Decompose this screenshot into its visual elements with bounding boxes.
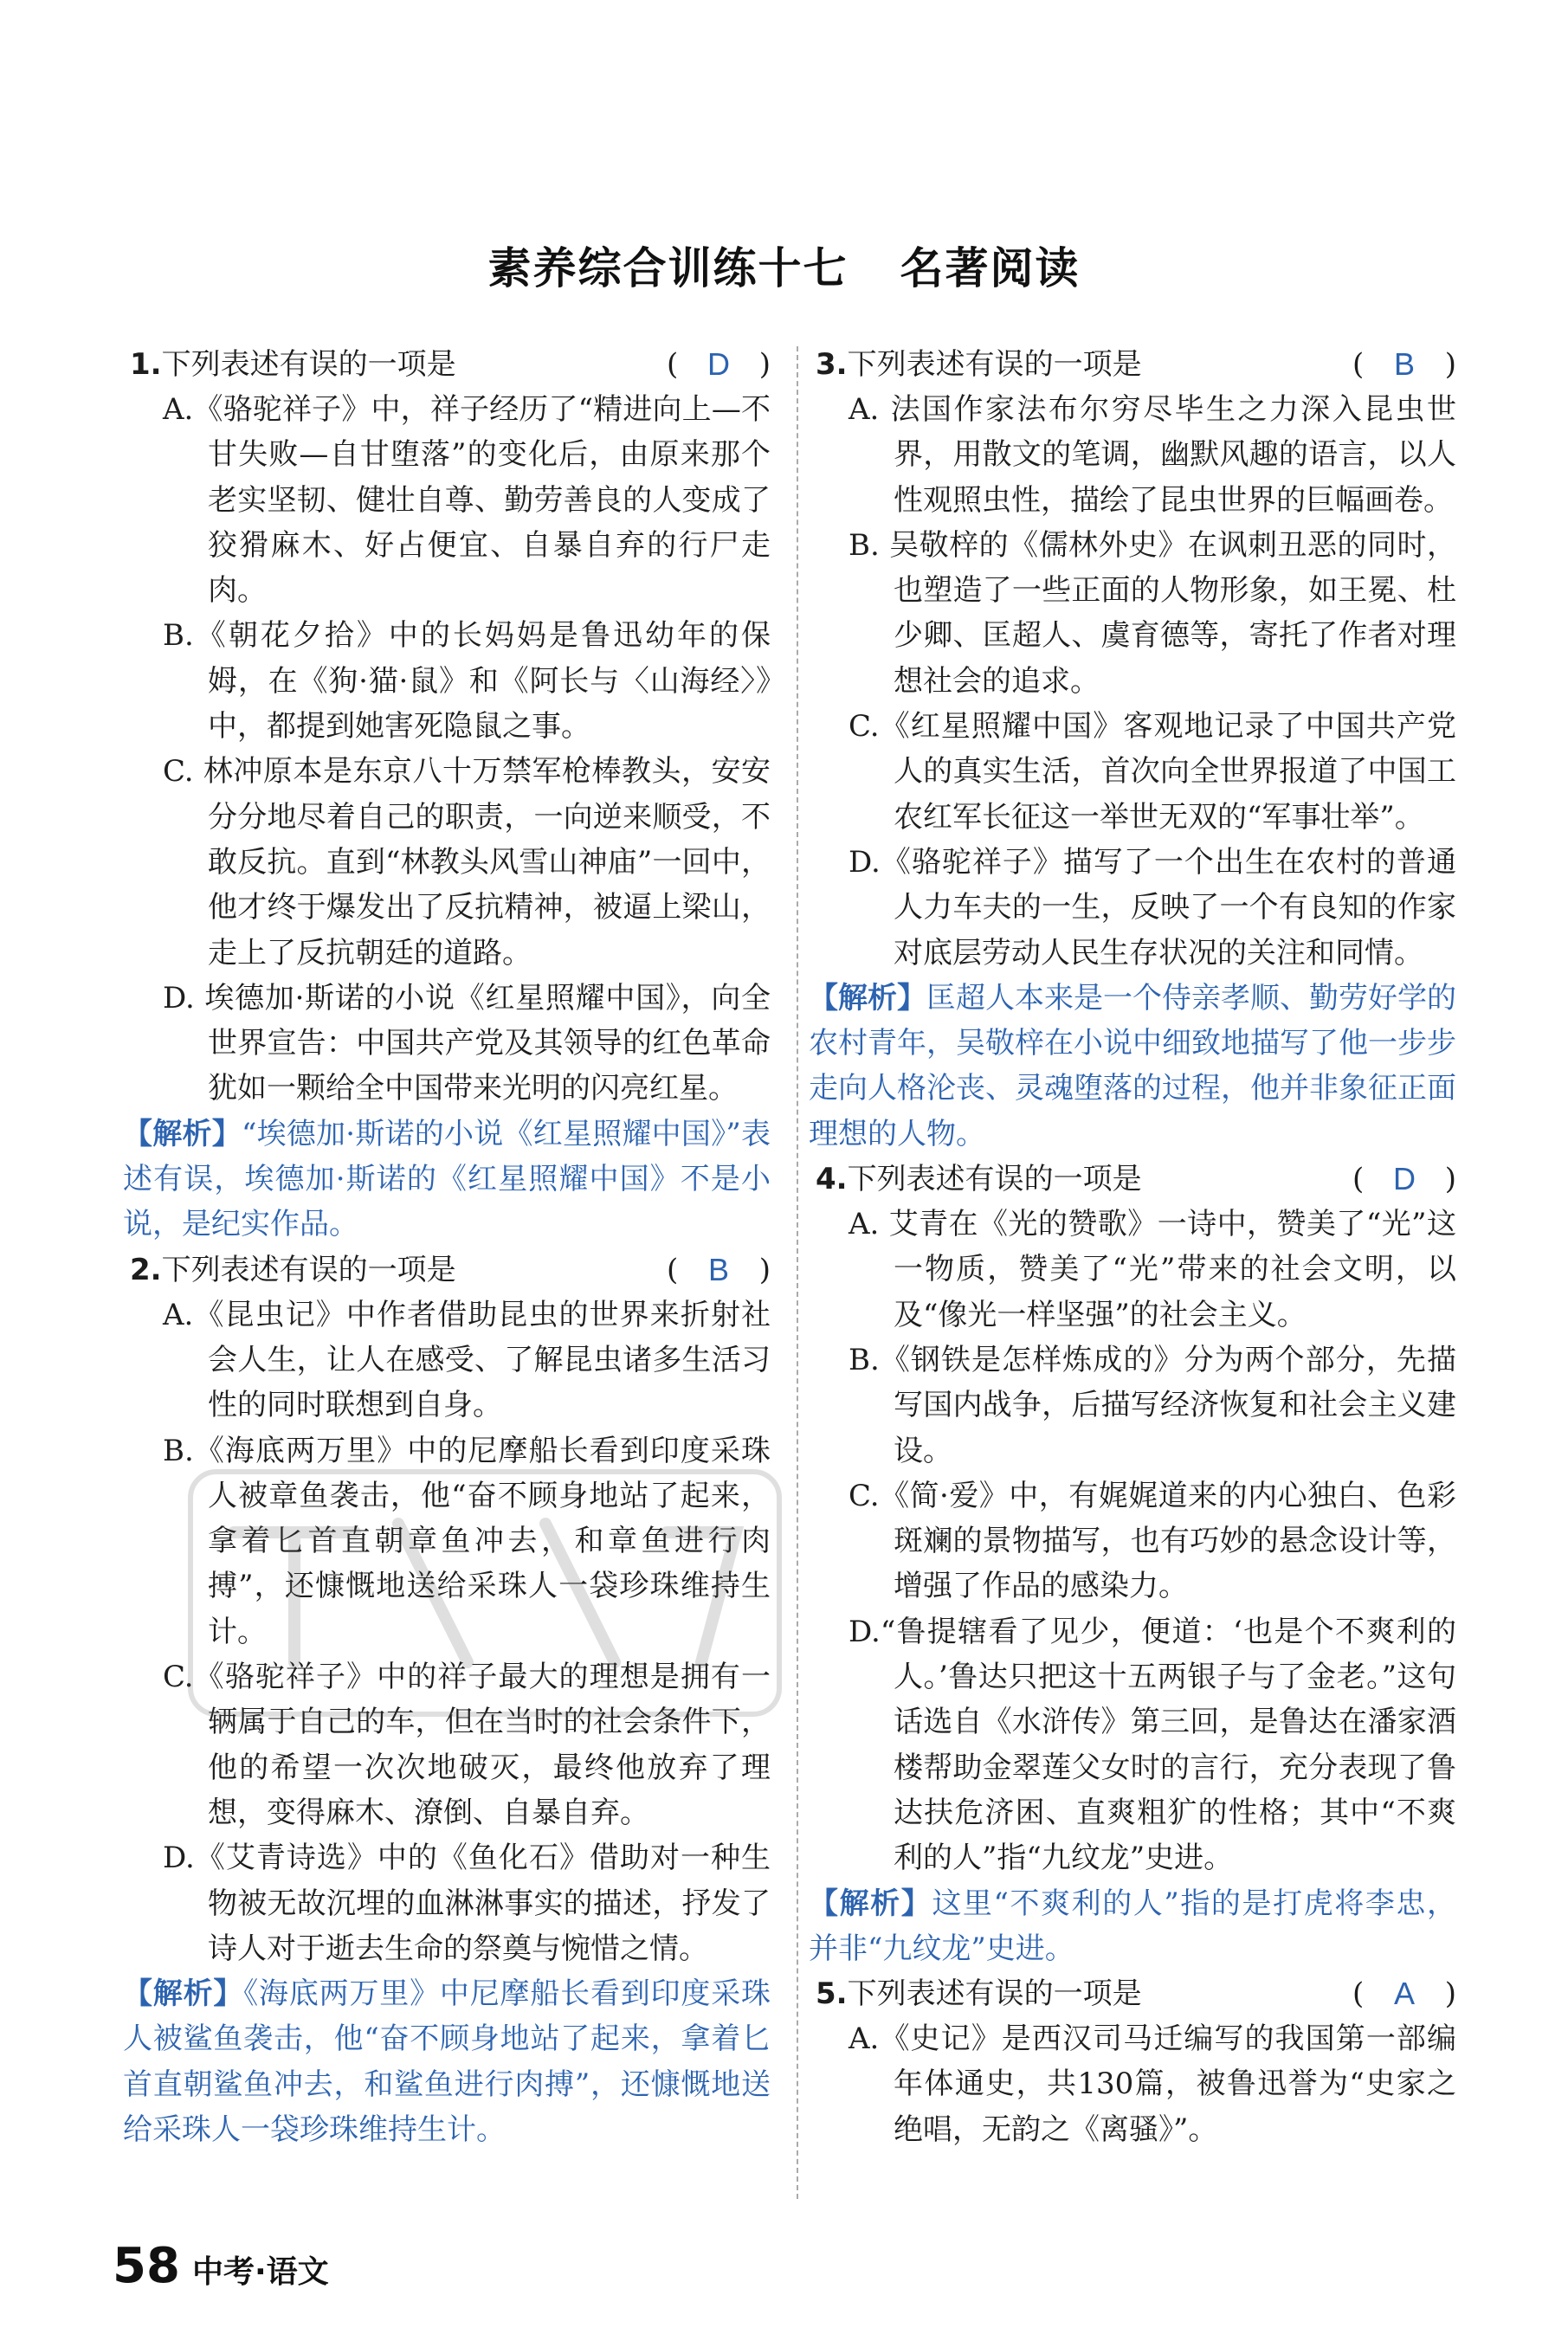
paren-open: ( (1352, 1162, 1365, 1197)
option-a: A.《骆驼祥子》中，祥子经历了“精进向上—不甘失败—自甘堕落”的变化后，由原来那个老实坚韧、健壮自尊、勤劳善良的人变成了狡猾麻木、好占便宜、自暴自弃的行尸走肉。 (163, 392, 771, 609)
answer-letter: D (707, 346, 730, 382)
explanation-tag: 【解析】 (809, 1886, 932, 1921)
question-stem (816, 342, 1456, 387)
explanation (809, 976, 1456, 1157)
answer-bracket (1352, 1971, 1456, 2016)
question-text: 下列表述有误的一项是 (847, 347, 1142, 382)
explanation (123, 1971, 771, 2152)
question-number: 4. (816, 1162, 848, 1197)
title-main: 素养综合训练十七 (487, 243, 849, 293)
paren-open: ( (667, 347, 679, 382)
question-4 (809, 1157, 1457, 1971)
question-number: 5. (816, 1976, 848, 2012)
question-2 (123, 1248, 771, 2153)
answer-bracket (667, 342, 771, 387)
paren-close: ) (758, 347, 771, 382)
explanation-tag: 【解析】 (123, 1976, 244, 2012)
question-stem (816, 1157, 1456, 1202)
explanation-text: 《海底两万里》中尼摩船长看到印度采珠人被鲨鱼袭击，他“奋不顾身地站了起来，拿着匕首直朝鲨鱼冲去，和鲨鱼进行肉搏”，还慷慨地送给采珠人一袋珍珠维持生计。 (123, 1976, 771, 2147)
question-text: 下列表述有误的一项是 (847, 1162, 1142, 1197)
explanation (123, 1112, 771, 1248)
option-d: D.“鲁提辖看了见少，便道：‘也是个不爽利的人。’鲁达只把这十五两银子与了金老。”这句话选自《水浒传》第三回，是鲁达在潘家酒楼帮助金翠莲父女时的言行，充分表现了鲁达扶危济困、直爽粗犷的性格；其中“不爽利的人”指“九纹龙”史进。 (849, 1614, 1456, 1876)
option-d: D.《艾青诗选》中的《鱼化石》借助对一种生物被无故沉埋的血淋淋事实的描述，抒发了诗人对于逝去生命的祭奠与惋惜之情。 (163, 1841, 771, 1966)
answer-bracket (1352, 342, 1456, 387)
explanation-text: 匡超人本来是一个侍亲孝顺、勤劳好学的农村青年，吴敬梓在小说中细致地描写了他一步步走向人格沦丧、灵魂堕落的过程，他并非象征正面理想的人物。 (809, 980, 1456, 1151)
explanation-tag: 【解析】 (809, 980, 926, 1016)
page-number: 58 (113, 2238, 180, 2294)
paren-open: ( (1352, 1976, 1365, 2012)
answer-letter: A (1393, 1976, 1415, 2012)
option-c: C.《简·爱》中，有娓娓道来的内心独白、色彩斑斓的景物描写，也有巧妙的悬念设计等，增强了作品的感染力。 (849, 1478, 1456, 1604)
question-5 (816, 1971, 1456, 2152)
paren-close: ) (1444, 1976, 1456, 2012)
question-number: 3. (816, 347, 848, 382)
page-title (0, 234, 1568, 296)
explanation-text: 这里“不爽利的人”指的是打虎将李忠，并非“九纹龙”史进。 (809, 1886, 1457, 1966)
answer-bracket (1352, 1157, 1456, 1202)
paren-close: ) (1444, 347, 1456, 382)
explanation-tag: 【解析】 (123, 1116, 242, 1151)
question-text: 下列表述有误的一项是 (847, 1976, 1142, 2012)
explanation (809, 1881, 1456, 1972)
option-a: A.《史记》是西汉司马迁编写的我国第一部编年体通史，共130篇，被鲁迅誉为“史家之绝唱，无韵之《离骚》”。 (849, 2021, 1456, 2147)
question-stem (130, 1248, 771, 1293)
book-subject: 中考·语文 (191, 2254, 329, 2290)
answer-letter: D (1393, 1161, 1416, 1197)
option-c: C.《骆驼祥子》中的祥子最大的理想是拥有一辆属于自己的车，但在当时的社会条件下，他的希望一次次地破灭，最终他放弃了理想，变得麻木、潦倒、自暴自弃。 (163, 1660, 771, 1830)
option-b: B.《海底两万里》中的尼摩船长看到印度采珠人被章鱼袭击，他“奋不顾身地站了起来，拿着匕首直朝章鱼冲去，和章鱼进行肉搏”，还慷慨地送给采珠人一袋珍珠维持生计。 (163, 1433, 771, 1649)
paren-open: ( (1352, 347, 1365, 382)
answer-letter: B (707, 1251, 729, 1287)
question-number: 2. (130, 1252, 162, 1287)
explanation-text: “埃德加·斯诺的小说《红星照耀中国》”表述有误，埃德加·斯诺的《红星照耀中国》不是小说，是纪实作品。 (123, 1116, 771, 1242)
option-a: A.《昆虫记》中作者借助昆虫的世界来折射社会人生，让人在感受、了解昆虫诸多生活习性的同时联想到自身。 (163, 1297, 771, 1423)
question-1 (123, 342, 771, 1248)
page-footer (113, 2238, 329, 2294)
answer-bracket (667, 1248, 771, 1293)
option-d: D.《骆驼祥子》描写了一个出生在农村的普通人力车夫的一生，反映了一个有良知的作家对底层劳动人民生存状况的关注和同情。 (849, 844, 1456, 970)
right-column (809, 342, 1457, 2152)
option-a: A. 法国作家法布尔穷尽毕生之力深入昆虫世界，用散文的笔调，幽默风趣的语言，以人性观照虫性，描绘了昆虫世界的巨幅画卷。 (849, 392, 1456, 518)
question-text: 下列表述有误的一项是 (161, 1252, 456, 1287)
question-stem (130, 342, 771, 387)
answer-letter: B (1393, 346, 1415, 382)
option-c: C.《红星照耀中国》客观地记录了中国共产党人的真实生活，首次向全世界报道了中国工农红军长征这一举世无双的“军事壮举”。 (849, 709, 1456, 835)
question-number: 1. (130, 347, 162, 382)
paren-close: ) (1444, 1162, 1456, 1197)
paren-close: ) (758, 1252, 771, 1287)
question-text: 下列表述有误的一项是 (161, 347, 456, 382)
question-3 (809, 342, 1456, 1157)
paren-open: ( (667, 1252, 679, 1287)
option-d: D. 埃德加·斯诺的小说《红星照耀中国》，向全世界宣告：中国共产党及其领导的红色革命犹如一颗给全中国带来光明的闪亮红星。 (163, 980, 771, 1106)
option-b: B.《钢铁是怎样炼成的》分为两个部分，先描写国内战争，后描写经济恢复和社会主义建设。 (849, 1342, 1456, 1468)
option-c: C. 林冲原本是东京八十万禁军枪棒教头，安安分分地尽着自己的职责，一向逆来顺受，不敢反抗。直到“林教头风雪山神庙”一回中，他才终于爆发出了反抗精神，被逼上梁山，走上了反抗朝廷的道路。 (163, 754, 771, 970)
option-b: B.《朝花夕拾》中的长妈妈是鲁迅幼年的保姆，在《狗·猫·鼠》和《阿长与〈山海经〉》中，都提到她害死隐鼠之事。 (163, 618, 771, 745)
question-stem (816, 1971, 1456, 2016)
left-column (123, 342, 771, 2152)
option-b: B. 吴敬梓的《儒林外史》在讽刺丑恶的同时，也塑造了一些正面的人物形象，如王冕、杜少卿、匡超人、虞育德等，寄托了作者对理想社会的追求。 (849, 527, 1456, 699)
title-sub: 名著阅读 (900, 243, 1081, 293)
option-a: A. 艾青在《光的赞歌》一诗中，赞美了“光”这一物质，赞美了“光”带来的社会文明，以及“像光一样坚强”的社会主义。 (849, 1207, 1456, 1332)
